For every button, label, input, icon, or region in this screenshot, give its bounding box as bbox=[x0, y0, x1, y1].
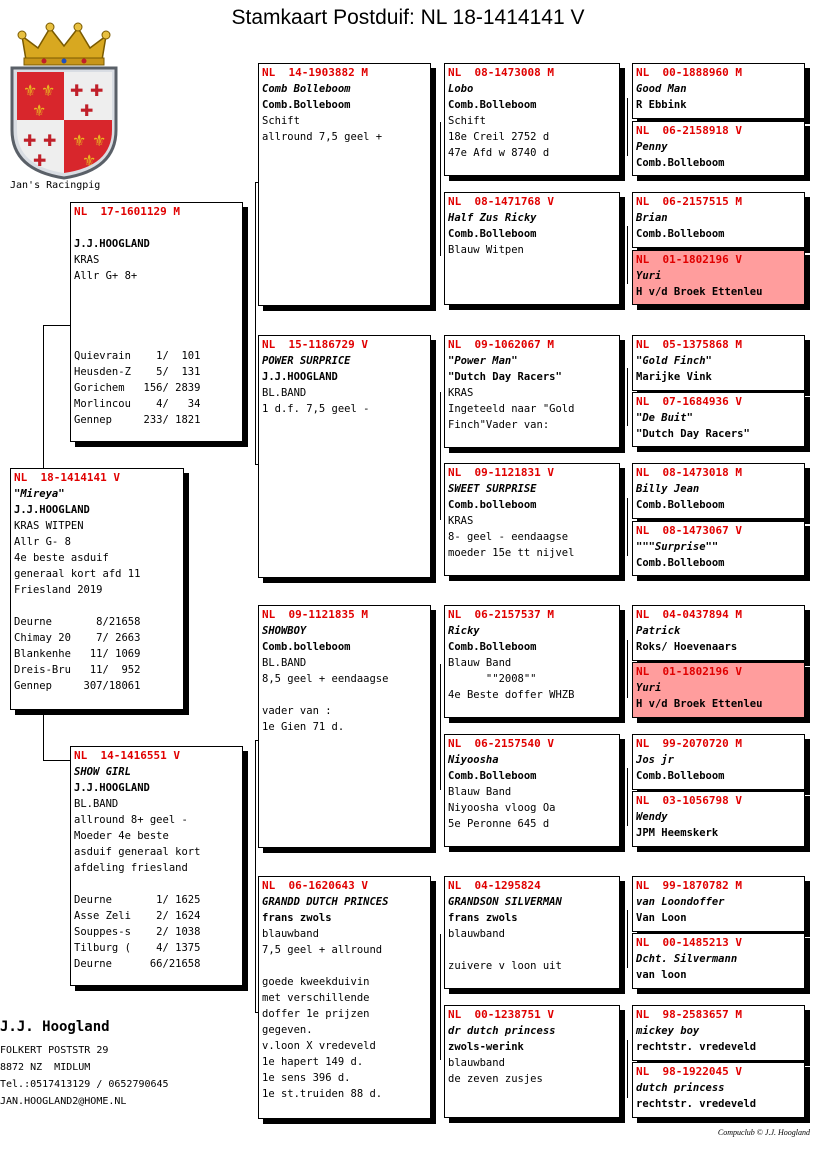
pigeon-info-line bbox=[74, 316, 239, 332]
pigeon-info-line: Asse Zeli 2/ 1624 bbox=[74, 910, 201, 922]
pigeon-info-line: Allr G+ 8+ bbox=[74, 270, 138, 282]
owner-name: J.J. Hoogland bbox=[0, 1019, 110, 1035]
pigeon-info-line: BL.BAND bbox=[262, 657, 307, 669]
ring-number: NL 99-2070720 M bbox=[636, 737, 742, 750]
ring-number: NL 05-1375868 M bbox=[636, 338, 742, 351]
ring-number: NL 14-1416551 V bbox=[74, 749, 180, 762]
breeder-name: J.J.HOOGLAND bbox=[74, 238, 150, 250]
ring-number: NL 99-1870782 M bbox=[636, 879, 742, 892]
pigeon-card-fm[interactable] bbox=[258, 335, 431, 578]
ring-number: NL 15-1186729 V bbox=[262, 338, 368, 351]
ring-number: NL 17-1601129 M bbox=[74, 205, 180, 218]
pigeon-info-line: allround 7,5 geel + bbox=[262, 131, 383, 143]
pigeon-name: Jos jr bbox=[636, 754, 674, 766]
pigeon-card-fff[interactable] bbox=[444, 63, 620, 176]
svg-text:✚: ✚ bbox=[43, 131, 57, 150]
ring-number: NL 04-1295824 bbox=[448, 879, 541, 892]
connector-line bbox=[255, 740, 256, 1012]
pigeon-name: Billy Jean bbox=[636, 483, 700, 495]
breeder-name: Comb.bolleboom bbox=[448, 499, 537, 511]
ring-number: NL 06-2157537 M bbox=[448, 608, 554, 621]
breeder-name: JPM Heemskerk bbox=[636, 827, 719, 839]
pigeon-card-g14[interactable] bbox=[632, 933, 805, 989]
pigeon-info-line: Friesland 2019 bbox=[14, 584, 103, 596]
pigeon-info-line: Niyoosha vloog Oa bbox=[448, 802, 556, 814]
breeder-name: Comb.Bolleboom bbox=[636, 770, 725, 782]
svg-text:✚: ✚ bbox=[33, 151, 47, 170]
breeder-name: R Ebbink bbox=[636, 99, 687, 111]
ring-number: NL 03-1056798 V bbox=[636, 794, 742, 807]
connector-line bbox=[627, 98, 628, 156]
pigeon-card-g8[interactable] bbox=[632, 521, 805, 576]
pigeon-card-g10[interactable] bbox=[632, 662, 805, 718]
pigeon-name: van Loondoffer bbox=[636, 896, 725, 908]
pigeon-info-line: Chimay 20 7/ 2663 bbox=[14, 632, 141, 644]
pigeon-info-line bbox=[448, 942, 616, 958]
pigeon-info-line: met verschillende bbox=[262, 992, 370, 1004]
pigeon-name: Wendy bbox=[636, 811, 668, 823]
pigeon-info-line: Ingeteeld naar "Gold bbox=[448, 403, 575, 415]
svg-text:✚: ✚ bbox=[80, 101, 94, 120]
svg-text:⚜: ⚜ bbox=[41, 81, 56, 100]
breeder-name: rechtstr. vredeveld bbox=[636, 1041, 757, 1053]
pigeon-name: dr dutch princess bbox=[448, 1025, 556, 1037]
breeder-name: Marijke Vink bbox=[636, 371, 712, 383]
pigeon-info-line: Gennep 307/18061 bbox=[14, 680, 141, 692]
pigeon-info-line: generaal kort afd 11 bbox=[14, 568, 141, 580]
pigeon-card-mf[interactable] bbox=[258, 605, 431, 848]
pigeon-card-g2[interactable] bbox=[632, 121, 805, 176]
pigeon-name: Penny bbox=[636, 141, 668, 153]
pigeon-info-line: ""2008"" bbox=[448, 673, 537, 685]
pigeon-card-fmm[interactable] bbox=[444, 463, 620, 576]
ring-number: NL 98-1922045 V bbox=[636, 1065, 742, 1078]
breeder-name: Comb.Bolleboom bbox=[448, 228, 537, 240]
pigeon-card-g1[interactable] bbox=[632, 63, 805, 119]
connector-line bbox=[255, 182, 256, 464]
pigeon-info-line: de zeven zusjes bbox=[448, 1073, 543, 1085]
owner-address-line: FOLKERT POSTSTR 29 bbox=[0, 1045, 109, 1056]
pigeon-info-line bbox=[74, 284, 239, 300]
svg-text:⚜: ⚜ bbox=[82, 151, 97, 170]
pigeon-info-line: v.loon X vredeveld bbox=[262, 1040, 376, 1052]
ring-number: NL 08-1473008 M bbox=[448, 66, 554, 79]
pigeon-info-line: 5e Peronne 645 d bbox=[448, 818, 550, 830]
breeder-name: H v/d Broek Ettenleu bbox=[636, 286, 763, 298]
pigeon-info-line: Deurne 66/21658 bbox=[74, 958, 201, 970]
svg-text:✚: ✚ bbox=[70, 81, 84, 100]
pigeon-info-line: 4e beste asduif bbox=[14, 552, 109, 564]
pigeon-info-line: Souppes-s 2/ 1038 bbox=[74, 926, 201, 938]
pigeon-info-line: 4e Beste doffer WHZB bbox=[448, 689, 575, 701]
pigeon-info-line: 7,5 geel + allround bbox=[262, 944, 383, 956]
pigeon-card-mfm[interactable] bbox=[444, 734, 620, 847]
connector-line bbox=[43, 710, 44, 760]
breeder-name: J.J.HOOGLAND bbox=[14, 504, 90, 516]
pigeon-name: "Power Man" bbox=[448, 355, 518, 367]
pigeon-card-ffm[interactable] bbox=[444, 192, 620, 305]
pigeon-info-line: Quievrain 1/ 101 bbox=[74, 350, 201, 362]
pigeon-info-line: doffer 1e prijzen bbox=[262, 1008, 370, 1020]
pigeon-info-line: 47e Afd w 8740 d bbox=[448, 147, 550, 159]
pigeon-info-line: KRAS bbox=[448, 387, 474, 399]
pigeon-name: "De Buit" bbox=[636, 412, 693, 424]
pigeon-card-ff[interactable] bbox=[258, 63, 431, 306]
pigeon-name: dutch princess bbox=[636, 1082, 725, 1094]
pigeon-info-line: gegeven. bbox=[262, 1024, 313, 1036]
pigeon-info-line: Morlincou 4/ 34 bbox=[74, 398, 201, 410]
pigeon-card-g9[interactable] bbox=[632, 605, 805, 661]
pigeon-info-line: BL.BAND bbox=[74, 798, 119, 810]
pigeon-name: POWER SURPRICE bbox=[262, 355, 351, 367]
pigeon-name: Brian bbox=[636, 212, 668, 224]
pigeon-card-mm[interactable] bbox=[258, 876, 431, 1119]
breeder-name: Roks/ Hoevenaars bbox=[636, 641, 738, 653]
pigeon-name bbox=[74, 220, 239, 236]
footer-credit: Compuclub © J.J. Hoogland bbox=[717, 1128, 810, 1137]
pigeon-card-main[interactable] bbox=[10, 468, 184, 710]
owner-email-line: JAN.HOOGLAND2@HOME.NL bbox=[0, 1096, 127, 1107]
pigeon-card-fmf[interactable] bbox=[444, 335, 620, 448]
breeder-name: Comb.Bolleboom bbox=[448, 770, 537, 782]
pigeon-card-g13[interactable] bbox=[632, 876, 805, 932]
ring-number: NL 06-1620643 V bbox=[262, 879, 368, 892]
breeder-name: "Dutch Day Racers" bbox=[448, 371, 562, 383]
connector-line bbox=[627, 226, 628, 284]
breeder-name: Van Loon bbox=[636, 912, 687, 924]
pigeon-info-line: allround 8+ geel - bbox=[74, 814, 188, 826]
pigeon-info-line: 1 d.f. 7,5 geel - bbox=[262, 403, 370, 415]
pigeon-card-g6[interactable] bbox=[632, 392, 805, 447]
pigeon-info-line bbox=[14, 598, 180, 614]
pigeon-name: Lobo bbox=[448, 83, 474, 95]
pigeon-card-father[interactable] bbox=[70, 202, 243, 442]
svg-text:⚜: ⚜ bbox=[92, 131, 107, 150]
pigeon-name: Comb Bolleboom bbox=[262, 83, 351, 95]
breeder-name: frans zwols bbox=[448, 912, 518, 924]
pigeon-info-line: KRAS WITPEN bbox=[14, 520, 84, 532]
pigeon-info-line: zuivere v loon uit bbox=[448, 960, 562, 972]
breeder-name: "Dutch Day Racers" bbox=[636, 428, 750, 440]
pigeon-name: "Mireya" bbox=[14, 488, 65, 500]
pigeon-card-g7[interactable] bbox=[632, 463, 805, 519]
ring-number: NL 09-1121835 M bbox=[262, 608, 368, 621]
pigeon-name: Niyoosha bbox=[448, 754, 499, 766]
coat-of-arms-logo bbox=[8, 20, 120, 180]
pigeon-info-line: Gennep 233/ 1821 bbox=[74, 414, 201, 426]
ring-number: NL 01-1802196 V bbox=[636, 665, 742, 678]
ring-number: NL 08-1473018 M bbox=[636, 466, 742, 479]
pigeon-name: """Surprise"" bbox=[636, 541, 719, 553]
ring-number: NL 06-2158918 V bbox=[636, 124, 742, 137]
pigeon-info-line: Schift bbox=[262, 115, 300, 127]
page-title: Stamkaart Postduif: NL 18-1414141 V bbox=[231, 6, 585, 29]
ring-number: NL 18-1414141 V bbox=[14, 471, 120, 484]
connector-line bbox=[43, 760, 71, 761]
pigeon-card-g11[interactable] bbox=[632, 734, 805, 790]
pigeon-info-line: goede kweekduivin bbox=[262, 976, 370, 988]
pigeon-info-line bbox=[262, 687, 427, 703]
breeder-name: Comb.bolleboom bbox=[262, 641, 351, 653]
pigeon-info-line: KRAS bbox=[448, 515, 474, 527]
pigeon-info-line: Blauw Band bbox=[448, 786, 512, 798]
connector-line bbox=[43, 325, 71, 326]
pigeon-name: GRANDSON SILVERMAN bbox=[448, 896, 562, 908]
pigeon-name: "Gold Finch" bbox=[636, 355, 712, 367]
pigeon-name: GRANDD DUTCH PRINCES bbox=[262, 896, 389, 908]
pigeon-info-line: blauwband bbox=[448, 928, 505, 940]
breeder-name: zwols-werink bbox=[448, 1041, 524, 1053]
pigeon-info-line: Deurne 1/ 1625 bbox=[74, 894, 201, 906]
connector-line bbox=[627, 910, 628, 968]
pigeon-info-line: Blauw Witpen bbox=[448, 244, 524, 256]
pigeon-info-line: 1e st.truiden 88 d. bbox=[262, 1088, 383, 1100]
pigeon-name: Patrick bbox=[636, 625, 681, 637]
pigeon-info-line: vader van : bbox=[262, 705, 332, 717]
pigeon-card-mff[interactable] bbox=[444, 605, 620, 718]
svg-text:⚜: ⚜ bbox=[32, 101, 47, 120]
crest-label: Jan's Racingpig bbox=[10, 180, 101, 191]
pigeon-info-line: afdeling friesland bbox=[74, 862, 188, 874]
ring-number: NL 07-1684936 V bbox=[636, 395, 742, 408]
ring-number: NL 08-1473067 V bbox=[636, 524, 742, 537]
ring-number: NL 09-1121831 V bbox=[448, 466, 554, 479]
ring-number: NL 06-2157540 V bbox=[448, 737, 554, 750]
pigeon-info-line: 8- geel - eendaagse bbox=[448, 531, 569, 543]
pigeon-info-line: Schift bbox=[448, 115, 486, 127]
pigeon-info-line bbox=[262, 958, 427, 974]
breeder-name: Comb.Bolleboom bbox=[636, 157, 725, 169]
ring-number: NL 00-1238751 V bbox=[448, 1008, 554, 1021]
ring-number: NL 98-2583657 M bbox=[636, 1008, 742, 1021]
pigeon-info-line: 1e sens 396 d. bbox=[262, 1072, 351, 1084]
pigeon-info-line: asduif generaal kort bbox=[74, 846, 201, 858]
owner-phone-line: Tel.:0517413129 / 0652790645 bbox=[0, 1079, 169, 1090]
pigeon-name: Yuri bbox=[636, 270, 662, 282]
pigeon-info-line: Blauw Band bbox=[448, 657, 512, 669]
pigeon-name: Yuri bbox=[636, 682, 662, 694]
pigeon-info-line: Tilburg ( 4/ 1375 bbox=[74, 942, 201, 954]
pigeon-card-mmf[interactable] bbox=[444, 876, 620, 989]
pigeon-name: Dcht. Silvermann bbox=[636, 953, 738, 965]
svg-text:✚: ✚ bbox=[23, 131, 37, 150]
pigeon-name: mickey boy bbox=[636, 1025, 700, 1037]
pigeon-info-line: Dreis-Bru 11/ 952 bbox=[14, 664, 141, 676]
breeder-name: rechtstr. vredeveld bbox=[636, 1098, 757, 1110]
pigeon-info-line: blauwband bbox=[448, 1057, 505, 1069]
pigeon-info-line: Deurne 8/21658 bbox=[14, 616, 141, 628]
pigeon-card-mother[interactable] bbox=[70, 746, 243, 986]
pigeon-card-g4[interactable] bbox=[632, 250, 805, 305]
pigeon-info-line: moeder 15e tt nijvel bbox=[448, 547, 575, 559]
pigeon-info-line: Finch"Vader van: bbox=[448, 419, 550, 431]
breeder-name: Comb.Bolleboom bbox=[262, 99, 351, 111]
pigeon-info-line: Moeder 4e beste bbox=[74, 830, 169, 842]
connector-line bbox=[440, 392, 441, 520]
ring-number: NL 00-1888960 M bbox=[636, 66, 742, 79]
pigeon-info-line: blauwband bbox=[262, 928, 319, 940]
pigeon-info-line: BL.BAND bbox=[262, 387, 307, 399]
breeder-name: Comb.Bolleboom bbox=[448, 99, 537, 111]
pigeon-name: Ricky bbox=[448, 625, 480, 637]
breeder-name: J.J.HOOGLAND bbox=[262, 371, 338, 383]
connector-line bbox=[627, 498, 628, 556]
pigeon-card-mmm[interactable] bbox=[444, 1005, 620, 1118]
pigeon-info-line: Gorichem 156/ 2839 bbox=[74, 382, 201, 394]
pigeon-info-line: 8,5 geel + eendaagse bbox=[262, 673, 389, 685]
breeder-name: H v/d Broek Ettenleu bbox=[636, 698, 763, 710]
connector-line bbox=[440, 934, 441, 1060]
breeder-name: Comb.Bolleboom bbox=[636, 499, 725, 511]
pigeon-info-line: Heusden-Z 5/ 131 bbox=[74, 366, 201, 378]
pigeon-info-line: KRAS bbox=[74, 254, 100, 266]
pigeon-info-line: Allr G- 8 bbox=[14, 536, 71, 548]
pigeon-name: Good Man bbox=[636, 83, 687, 95]
svg-text:⚜: ⚜ bbox=[72, 131, 87, 150]
pigeon-name: Half Zus Ricky bbox=[448, 212, 537, 224]
connector-line bbox=[627, 1040, 628, 1098]
breeder-name: frans zwols bbox=[262, 912, 332, 924]
pigeon-info-line: Blankenhe 11/ 1069 bbox=[14, 648, 141, 660]
ring-number: NL 00-1485213 V bbox=[636, 936, 742, 949]
pigeon-info-line bbox=[74, 876, 239, 892]
connector-line bbox=[627, 768, 628, 826]
pigeon-info-line bbox=[74, 332, 239, 348]
pigeon-info-line bbox=[74, 300, 239, 316]
connector-line bbox=[440, 122, 441, 256]
ring-number: NL 01-1802196 V bbox=[636, 253, 742, 266]
connector-line bbox=[627, 368, 628, 426]
pigeon-info-line: 18e Creil 2752 d bbox=[448, 131, 550, 143]
connector-line bbox=[440, 664, 441, 790]
pigeon-name: SHOWBOY bbox=[262, 625, 307, 637]
pigeon-info-line: 1e hapert 149 d. bbox=[262, 1056, 364, 1068]
svg-text:✚: ✚ bbox=[90, 81, 104, 100]
ring-number: NL 06-2157515 M bbox=[636, 195, 742, 208]
pigeon-card-g12[interactable] bbox=[632, 791, 805, 847]
breeder-name: J.J.HOOGLAND bbox=[74, 782, 150, 794]
breeder-name: Comb.Bolleboom bbox=[636, 228, 725, 240]
ring-number: NL 08-1471768 V bbox=[448, 195, 554, 208]
connector-line bbox=[627, 640, 628, 698]
breeder-name: van loon bbox=[636, 969, 687, 981]
pigeon-card-g16[interactable] bbox=[632, 1062, 805, 1118]
pigeon-card-g3[interactable] bbox=[632, 192, 805, 248]
ring-number: NL 04-0437894 M bbox=[636, 608, 742, 621]
ring-number: NL 09-1062067 M bbox=[448, 338, 554, 351]
pigeon-name: SHOW GIRL bbox=[74, 766, 131, 778]
pigeon-info-line: 1e Gien 71 d. bbox=[262, 721, 345, 733]
breeder-name: Comb.Bolleboom bbox=[636, 557, 725, 569]
ring-number: NL 14-1903882 M bbox=[262, 66, 368, 79]
breeder-name: Comb.Bolleboom bbox=[448, 641, 537, 653]
pigeon-name: SWEET SURPRISE bbox=[448, 483, 537, 495]
svg-text:⚜: ⚜ bbox=[23, 81, 38, 100]
pigeon-card-g5[interactable] bbox=[632, 335, 805, 391]
owner-postal-line: 8872 NZ MIDLUM bbox=[0, 1062, 91, 1073]
pigeon-card-g15[interactable] bbox=[632, 1005, 805, 1061]
connector-line bbox=[43, 325, 44, 468]
